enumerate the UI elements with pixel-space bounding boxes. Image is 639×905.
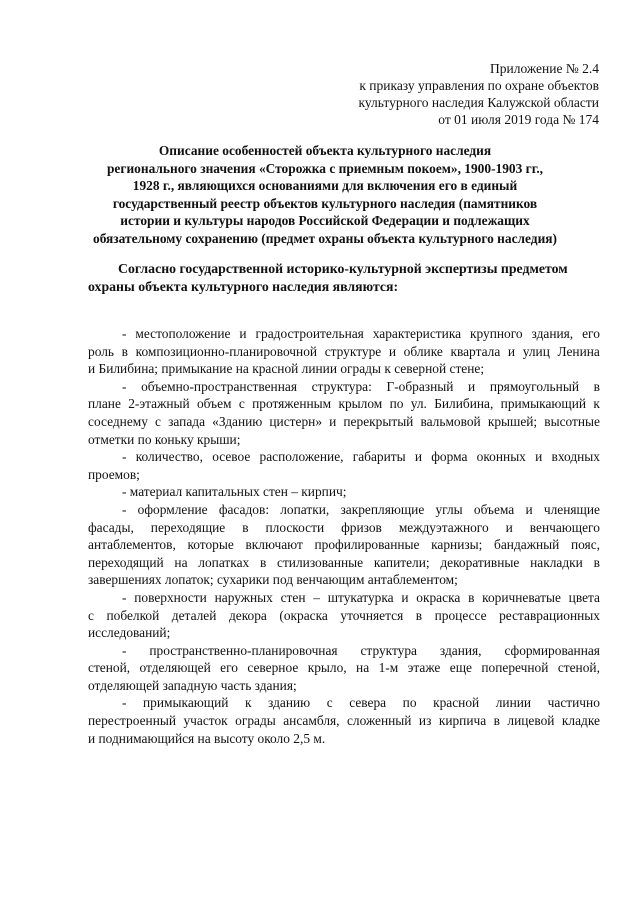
word: композиционно-планировочной xyxy=(135,343,318,359)
word: северное xyxy=(247,660,299,676)
word: протяженным xyxy=(252,396,332,412)
word: с xyxy=(326,695,333,711)
item-line xyxy=(88,642,600,660)
word: ул. xyxy=(410,396,427,412)
word: фризов xyxy=(341,519,382,535)
item-line xyxy=(88,519,600,537)
item-line xyxy=(88,395,600,413)
item-line: исследований; xyxy=(88,625,171,641)
word: карнизы; xyxy=(431,537,483,553)
word: облике xyxy=(403,343,443,359)
word: в xyxy=(415,607,423,623)
word: примыкающий xyxy=(500,396,587,412)
word: штукатурка xyxy=(327,589,394,605)
word: объема xyxy=(473,501,515,517)
item-line xyxy=(88,378,600,396)
word: и xyxy=(239,326,247,341)
list-item xyxy=(88,378,600,448)
word: в xyxy=(468,589,475,605)
word: оконных xyxy=(476,449,526,465)
word: и xyxy=(414,449,422,465)
word: цистерн» xyxy=(269,413,323,429)
word: по xyxy=(402,695,417,711)
word: в xyxy=(242,519,249,535)
intro-line: Согласно государственной историко-культурной экспертизы предметом xyxy=(118,261,568,276)
word: окраска xyxy=(416,589,461,605)
item-line: и Билибина; примыкание на красной линии ограды к северной стене; xyxy=(88,361,485,377)
document-title xyxy=(75,142,575,247)
word: зданию xyxy=(268,695,311,711)
word: частично xyxy=(547,695,600,711)
appendix-line: к приказу управления по охране объектов xyxy=(359,78,599,93)
word: характеристика xyxy=(372,326,462,341)
word: Билибина, xyxy=(434,396,494,412)
word: плане xyxy=(88,396,121,412)
word: высотные xyxy=(544,413,600,429)
word: в xyxy=(593,554,600,570)
item-line: проемов; xyxy=(88,466,140,482)
word: по xyxy=(389,396,404,412)
word: коричневатые xyxy=(482,589,561,605)
word: – xyxy=(313,589,320,605)
title-line: обязательному сохранению (предмет охраны объекта культурного наследия) xyxy=(93,230,557,246)
word: пояс, xyxy=(570,537,600,553)
word: осевое xyxy=(212,449,251,465)
word: его xyxy=(582,326,600,341)
word: закрепляющие xyxy=(340,501,425,517)
word: декоративные xyxy=(440,554,520,570)
word: запада xyxy=(168,413,206,429)
word: - xyxy=(122,326,127,341)
word: включают xyxy=(245,537,303,553)
word: деталей xyxy=(171,607,217,623)
word: на xyxy=(174,554,188,570)
word: «Зданию xyxy=(212,413,263,429)
word: (окраска xyxy=(279,607,328,623)
word: этаже xyxy=(407,660,441,676)
word: местоположение xyxy=(135,326,231,341)
word: структуре xyxy=(324,343,382,359)
word: процессе xyxy=(434,607,487,623)
word: переходящие xyxy=(150,519,226,535)
word: и xyxy=(535,449,543,465)
word: - xyxy=(122,695,127,711)
item-line: завершениях лопаток; сухарики под венчающим антаблементом; xyxy=(88,572,458,588)
word: из xyxy=(418,713,432,729)
appendix-line: Приложение № 2.4 xyxy=(490,61,599,76)
title-line: регионального значения «Сторожка с приемным покоем», 1900-1903 гг., xyxy=(106,160,544,176)
word: кладке xyxy=(561,713,600,729)
word: и xyxy=(505,519,513,535)
intro-paragraph xyxy=(88,260,600,296)
word: структура xyxy=(360,642,417,658)
word: сформированная xyxy=(504,642,600,658)
word: переходящий xyxy=(88,554,164,570)
word: реставрационных xyxy=(499,607,600,623)
word: 1-м xyxy=(378,660,399,676)
word: стеной, xyxy=(88,660,131,676)
item-line xyxy=(88,659,600,677)
word: профилированные xyxy=(314,537,420,553)
word: крылом xyxy=(338,396,383,412)
item-line xyxy=(88,554,600,572)
word: и xyxy=(507,343,516,359)
word: членящие xyxy=(543,501,600,517)
word: крупного xyxy=(469,326,523,341)
word: побелкой xyxy=(106,607,160,623)
list-item xyxy=(88,501,600,589)
word: перекрытый xyxy=(343,413,414,429)
word: на xyxy=(356,660,370,676)
word: линии xyxy=(495,695,532,711)
word: поперечной xyxy=(481,660,549,676)
word: лопатки, xyxy=(280,501,330,517)
word: пространственно-планировочная xyxy=(149,642,338,658)
list-item xyxy=(88,483,600,501)
word: севера xyxy=(349,695,387,711)
item-line: и поднимающийся на высоту около 2,5 м. xyxy=(88,730,326,746)
list-item xyxy=(88,448,600,483)
word: Ленина xyxy=(557,343,600,359)
word: ограды xyxy=(235,713,276,729)
word: и xyxy=(401,589,409,605)
word: наружных xyxy=(214,589,273,605)
word: поверхности xyxy=(134,589,207,605)
word: в xyxy=(493,713,500,729)
word: которые xyxy=(187,537,234,553)
word: соседнему xyxy=(88,413,148,429)
list-item xyxy=(88,589,600,642)
item-line xyxy=(88,694,600,712)
word: лицевой xyxy=(507,713,555,729)
word: и xyxy=(468,378,476,394)
word: стеной, xyxy=(557,660,600,676)
word: цвета xyxy=(568,589,600,605)
word: в xyxy=(259,554,267,570)
word: междуэтажного xyxy=(398,519,489,535)
word: улиц xyxy=(522,343,550,359)
word: стен xyxy=(280,589,306,605)
word: фасадов: xyxy=(218,501,270,517)
appendix-line: от 01 июля 2019 года № 174 xyxy=(438,112,599,127)
word: в xyxy=(121,343,128,359)
appendix-header xyxy=(269,60,599,128)
word: накладки xyxy=(530,554,583,570)
word: крышей; xyxy=(487,413,538,429)
word: - xyxy=(122,449,127,465)
word: примыкающий xyxy=(143,695,229,711)
list-item xyxy=(88,325,600,378)
word: здания, xyxy=(439,642,482,658)
word: сложенный xyxy=(346,713,412,729)
word: расположение, xyxy=(259,449,344,465)
word: декора xyxy=(228,607,267,623)
word: квартала xyxy=(450,343,501,359)
appendix-line: культурного наследия Калужской области xyxy=(358,95,599,110)
item-line xyxy=(88,413,600,431)
word: Г-образный xyxy=(386,378,454,394)
word: его xyxy=(220,660,238,676)
word: участок xyxy=(183,713,228,729)
word: здания, xyxy=(531,326,574,341)
word: перестроенный xyxy=(88,713,177,729)
word: прямоугольный xyxy=(489,378,579,394)
item-line xyxy=(88,343,600,361)
item-line xyxy=(88,325,600,343)
word: - xyxy=(122,642,127,658)
word: форма xyxy=(431,449,468,465)
protection-items-list xyxy=(88,325,600,747)
item-line: отметки по коньку крыши; xyxy=(88,431,241,447)
word: входных xyxy=(551,449,600,465)
word: уточняется xyxy=(340,607,404,623)
intro-line: охраны объекта культурного наследия являются: xyxy=(88,279,399,294)
word: к xyxy=(593,396,600,412)
title-line: государственный реестр объектов культурного наследия (памятников xyxy=(112,195,538,211)
word: еще xyxy=(449,660,472,676)
word: красной xyxy=(433,695,480,711)
word: и xyxy=(329,413,337,429)
word: объем xyxy=(196,396,232,412)
title-line: истории и культуры народов Российской Федерации и подлежащих xyxy=(120,213,530,228)
word: лопатках xyxy=(198,554,250,570)
word: капители; xyxy=(373,554,430,570)
word: с xyxy=(238,396,245,412)
word: градостроительная xyxy=(255,326,364,341)
word: - xyxy=(122,501,127,517)
title-line: 1928 г., являющихся основаниями для включения его в единый xyxy=(132,178,518,193)
word: отделяющей xyxy=(139,660,211,676)
word: в xyxy=(593,378,600,394)
word: с xyxy=(155,413,161,429)
word: крыло, xyxy=(307,660,347,676)
word: - xyxy=(122,378,127,394)
word: стилизованные xyxy=(277,554,364,570)
word: бандажный xyxy=(494,537,560,553)
word: фасады, xyxy=(88,519,134,535)
item-line xyxy=(88,589,600,607)
item-line xyxy=(88,712,600,730)
list-item xyxy=(88,642,600,695)
item-line xyxy=(88,536,600,554)
title-line: Описание особенностей объекта культурного наследия xyxy=(158,143,492,158)
word: кирпича xyxy=(438,713,487,729)
word: ансамбля, xyxy=(283,713,340,729)
item-line xyxy=(88,448,600,466)
word: антаблементов, xyxy=(88,537,176,553)
item-line: - материал капитальных стен – кирпич; xyxy=(122,484,347,500)
word: 2-этажный xyxy=(128,396,190,412)
word: габариты xyxy=(352,449,406,465)
word: плоскости xyxy=(265,519,325,535)
word: оформление xyxy=(137,501,208,517)
word: количество, xyxy=(135,449,203,465)
word: - xyxy=(122,589,127,605)
item-line xyxy=(88,607,600,625)
word: объемно-пространственная xyxy=(141,378,297,394)
word: вальмовой xyxy=(420,413,481,429)
word: структура: xyxy=(311,378,372,394)
item-line: отделяющей западную часть здания; xyxy=(88,677,297,693)
item-line xyxy=(88,501,600,519)
word: с xyxy=(88,607,94,623)
word: роль xyxy=(88,343,115,359)
word: и xyxy=(388,343,397,359)
word: и xyxy=(525,501,533,517)
word: к xyxy=(244,695,252,711)
word: углы xyxy=(435,501,463,517)
word: венчающего xyxy=(529,519,600,535)
list-item xyxy=(88,694,600,747)
